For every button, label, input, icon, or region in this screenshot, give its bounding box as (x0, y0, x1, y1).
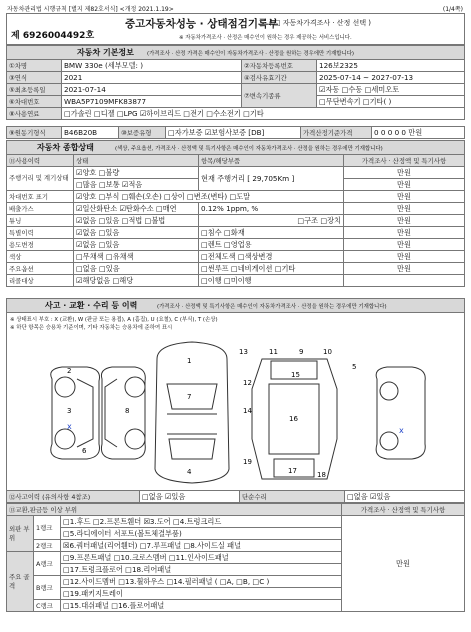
diagram-num-1: 1 (187, 357, 192, 365)
col-price-notes: 가격조사 · 산정액 및 특기사항 (344, 155, 465, 167)
simple-repair-options[interactable]: □없음 ☑있음 (345, 491, 465, 503)
vin-label: ⑥차대번호 (7, 96, 62, 108)
basic-info-title: 자동차 기본정보 (77, 48, 134, 57)
vin-mark-price: 만원 (344, 191, 465, 203)
car-diagram (7, 329, 464, 489)
diagram-num-17: 17 (288, 467, 297, 475)
rank-b-items-b[interactable]: □19.패키지트레이 (61, 588, 342, 600)
basic-info-table (6, 59, 465, 120)
tuning-state[interactable]: ☑없음 □있음 □적법 □불법 (74, 215, 199, 227)
usage-change-state[interactable]: ☑없음 □있음 (74, 239, 199, 251)
special-history-detail[interactable]: □침수 □화재 (199, 227, 344, 239)
diagram-num-12: 12 (243, 379, 252, 387)
diagram-num-9: 9 (299, 348, 304, 356)
usage-change-name: 용도변경 (7, 239, 74, 251)
rank-b: B랭크 (34, 576, 61, 600)
rank-1-items-b[interactable]: □5.라디에이터 서포트(볼트체결부품) (61, 528, 342, 540)
accident-table (6, 490, 465, 503)
basic-info-header (6, 45, 465, 60)
simple-repair-label: 단순수리 (240, 491, 345, 503)
car-name-value: BMW 330e (세부모델: ) (62, 60, 242, 72)
diagram-num-14: 14 (243, 407, 252, 415)
base-price-value: 0 0 0 0 0 만원 (372, 127, 465, 139)
diagram-num-19: 19 (243, 458, 252, 466)
legend-marks: ※ 상태표시 부호 : X (교환), W (판금 또는 용접), A (흠집), U (요철), C (부식), T (손상) (10, 317, 218, 323)
diagram-mark-x-2: x (399, 426, 404, 435)
options-detail[interactable]: □썬루프 □네비게이션 □기타 (199, 263, 344, 275)
document-number: 제 6926004492호 (11, 31, 95, 41)
diagram-num-7: 7 (187, 393, 192, 401)
fuel-label: ⑧사용연료 (7, 108, 62, 120)
mileage-detail: 현재 주행거리 [ 29,705Km ] (199, 167, 344, 191)
col-usage-history: ⑪사용이력 (7, 155, 74, 167)
price-survey-option[interactable]: ( □ 자동차가격조사 · 산정 선택 ) (269, 19, 372, 27)
basic-info-note: (가격조사 · 산정 가격은 매수인이 자동차가격조사 · 산정을 원하는 경우에만 기재합니다) (147, 51, 355, 57)
warranty-label: ⑩보증유형 (119, 127, 166, 139)
options-price: 만원 (344, 263, 465, 275)
outer-panel-group: 외판 부위 (7, 516, 34, 552)
accident-title: 사고 · 교환 · 수리 등 이력 (45, 301, 138, 310)
diagram-num-11: 11 (269, 348, 278, 356)
accident-history-options[interactable]: □없음 ☑있음 (140, 491, 240, 503)
exchange-price-header: 가격조사 · 산정액 및 특기사항 (342, 504, 465, 516)
inspection-validity-label: ④검사유효기간 (242, 72, 317, 84)
color-price: 만원 (344, 251, 465, 263)
main-frame-group: 주요 골격 (7, 552, 34, 612)
diagram-num-3: 3 (67, 407, 72, 415)
special-history-price: 만원 (344, 227, 465, 239)
inspection-validity-value: 2025-07-14 ~ 2027-07-13 (317, 72, 465, 84)
price-survey-note: ※ 자동차가격조사 · 산정은 매수인이 원하는 경우 제공하는 서비스입니다. (179, 35, 352, 41)
page-count: (1/4쪽) (442, 6, 463, 13)
exchange-price: 만원 (342, 516, 465, 612)
recall-price (344, 275, 465, 287)
rank-2-items[interactable]: ☒6.쿼터패널(리어휀더) □7.루프패널 □8.사이드실 패널 (61, 540, 342, 552)
accident-header (6, 298, 465, 313)
overall-status-table (6, 154, 465, 287)
rank-c-items[interactable]: □15.대쉬패널 □16.플로어패널 (61, 600, 342, 612)
col-parts: 항목/해당부품 (199, 155, 344, 167)
rank-b-items-a[interactable]: □12.사이드멤버 □13.휠하우스 □14.필러패널 ( □A, □B, □C ) (61, 576, 342, 588)
reg-number-value: 126보2325 (317, 60, 465, 72)
basic-info-table-2 (6, 126, 465, 139)
diagram-num-18: 18 (317, 471, 326, 479)
diagram-mark-x-1: x (67, 422, 72, 431)
diagram-num-8: 8 (125, 407, 130, 415)
emission-state[interactable]: ☑일산화탄소 ☑탄화수소 □매연 (74, 203, 199, 215)
warranty-options[interactable]: □자가보증 ☑보험사보증 [DB] (166, 127, 301, 139)
vin-value: WBA5P7109MFK83877 (62, 96, 242, 108)
diagram-num-5: 5 (352, 363, 357, 371)
overall-status-title: 자동차 종합상태 (37, 143, 94, 152)
left-side-view (51, 367, 100, 459)
transmission-options-1[interactable]: ☑자동 □수동 □세미오토 (317, 84, 465, 96)
diagram-num-16: 16 (289, 415, 298, 423)
special-history-name: 특별이력 (7, 227, 74, 239)
tuning-detail[interactable]: □구조 □장치 (199, 215, 344, 227)
diagram-box (6, 312, 465, 491)
emission-detail: 0.12% 1ppm, % (199, 203, 344, 215)
options-name: 주요옵션 (7, 263, 74, 275)
right-frame-view (376, 367, 425, 459)
transmission-label: ⑦변속기종류 (242, 84, 317, 108)
rank-1: 1랭크 (34, 516, 61, 540)
tuning-name: 튜닝 (7, 215, 74, 227)
top-view (155, 342, 229, 483)
color-state[interactable]: □무채색 □유채색 (74, 251, 199, 263)
legend-note: ※ 하단 항목은 승용차 기준이며, 기타 자동차는 승용차에 준하여 표시 (10, 325, 173, 331)
engine-type-value: B46B20B (62, 127, 119, 139)
document-title: 중고자동차성능 · 상태점검기록부 (125, 18, 279, 30)
model-year-label: ③연식 (7, 72, 62, 84)
special-history-state[interactable]: ☑없음 □있음 (74, 227, 199, 239)
emission-name: 배출가스 (7, 203, 74, 215)
right-side-view (101, 367, 145, 459)
vin-mark-name: 차대번호 표기 (7, 191, 74, 203)
options-state[interactable]: □없음 □있음 (74, 263, 199, 275)
car-name-label: ①차명 (7, 60, 62, 72)
title-box (6, 13, 465, 45)
recall-state[interactable]: ☑해당없음 □해당 (74, 275, 199, 287)
first-reg-value: 2021-07-14 (62, 84, 242, 96)
mileage-amount-state[interactable]: □많음 □보통 ☑적음 (74, 179, 199, 191)
mileage-name: 주행거리 및 계기상태 (7, 167, 74, 191)
accident-history-label: ⑫사고이력 (유의사항 4참조) (7, 491, 140, 503)
fuel-options[interactable]: □가솔린 □디젤 □LPG ☑하이브리드 □전기 □수소전기 □기타 (62, 108, 465, 120)
exchange-label: ⑬교환,판금등 이상 부위 (7, 504, 342, 516)
rank-a: A랭크 (34, 552, 61, 576)
mileage-state[interactable]: ☑양호 □불량 (74, 167, 199, 179)
color-detail[interactable]: □전체도색 □색상변경 (199, 251, 344, 263)
diagram-num-6: 6 (82, 447, 87, 455)
rank-a-items-b[interactable]: □17.트렁크플로어 □18.리어패널 (61, 564, 342, 576)
usage-change-price: 만원 (344, 239, 465, 251)
recall-detail[interactable]: □이행 □미이행 (199, 275, 344, 287)
engine-type-label: ⑨원동기형식 (7, 127, 62, 139)
overall-status-note: (색상, 주요옵션, 가격조사 · 산정액 및 특기사항은 매수인이 자동차가격조사 · 산정을 원하는 경우에만 기재합니다) (115, 146, 383, 152)
first-reg-label: ⑤최초등록일 (7, 84, 62, 96)
mileage-amount-price: 만원 (344, 179, 465, 191)
exchange-table (6, 503, 465, 612)
recall-name: 리콜대상 (7, 275, 74, 287)
rank-1-items-a[interactable]: □1.후드 □2.프론트휀더 ☒3.도어 □4.트렁크리드 (61, 516, 342, 528)
usage-change-detail[interactable]: □렌트 □영업용 (199, 239, 344, 251)
vin-mark-state[interactable]: ☑양호 □부식 □훼손(오손) □상이 □변조(변타) □도말 (74, 191, 344, 203)
diagram-num-10: 10 (323, 348, 332, 356)
rank-a-items-a[interactable]: □9.프론트패널 □10.크로스멤버 □11.인사이드패널 (61, 552, 342, 564)
reg-number-label: ②자동차등록번호 (242, 60, 317, 72)
transmission-options-2[interactable]: □무단변속기 □기타( ) (317, 96, 465, 108)
form-reference: 자동차관리법 시행규칙 [별지 제82호서식] <개정 2021.1.19> (7, 6, 174, 13)
diagram-num-4: 4 (187, 468, 192, 476)
diagram-num-2: 2 (67, 367, 72, 375)
tuning-price: 만원 (344, 215, 465, 227)
overall-status-header (6, 140, 465, 155)
rank-c: C랭크 (34, 600, 61, 612)
emission-price: 만원 (344, 203, 465, 215)
base-price-label: 가격산정기준가격 (301, 127, 372, 139)
color-name: 색상 (7, 251, 74, 263)
rank-2: 2랭크 (34, 540, 61, 552)
model-year-value: 2021 (62, 72, 242, 84)
col-state: 상태 (74, 155, 199, 167)
accident-note: (가격조사 · 산정액 및 특기사항은 매수인이 자동차가격조사 · 산정을 원하는 경우에만 기재합니다) (157, 304, 387, 310)
diagram-num-15: 15 (291, 371, 300, 379)
diagram-num-13: 13 (239, 348, 248, 356)
mileage-price: 만원 (344, 167, 465, 179)
